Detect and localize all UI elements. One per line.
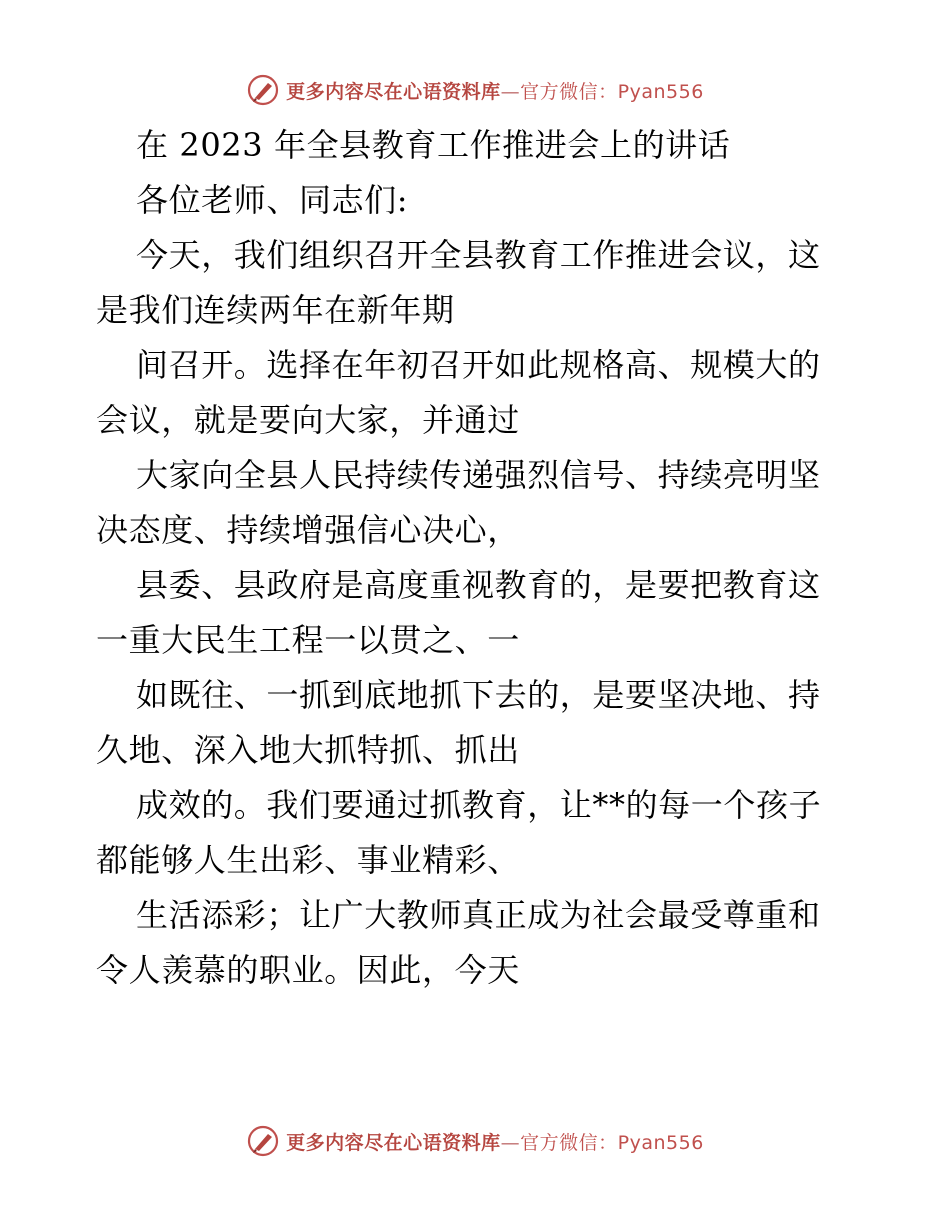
banner-wechat: 官方微信：Pyan556 — [520, 80, 704, 103]
banner-dash: — — [500, 80, 521, 103]
document-title: 在 2023 年全县教育工作推进会上的讲话 — [136, 126, 731, 164]
banner-dash: — — [500, 1131, 521, 1154]
banner-text — [286, 1128, 704, 1155]
text-line: 久地、深入地大抓特抓、抓出 — [96, 731, 520, 769]
text-line: 令人羡慕的职业。因此，今天 — [96, 951, 520, 989]
text-line: 都能够人生出彩、事业精彩、 — [96, 841, 520, 879]
banner-wechat: 官方微信：Pyan556 — [520, 1131, 704, 1154]
salutation: 各位老师、同志们: — [136, 181, 409, 219]
text-line: 会议，就是要向大家，并通过 — [96, 401, 520, 439]
banner-site-name: 更多内容尽在心语资料库 — [286, 1131, 501, 1154]
text-line: 间召开。选择在年初召开如此规格高、规模大的 — [136, 346, 821, 384]
banner-site-name: 更多内容尽在心语资料库 — [286, 80, 501, 103]
header-banner — [0, 70, 950, 110]
pen-logo-icon — [246, 73, 280, 107]
text-line: 是我们连续两年在新年期 — [96, 291, 455, 329]
text-line: 县委、县政府是高度重视教育的，是要把教育这 — [136, 566, 821, 604]
text-line: 大家向全县人民持续传递强烈信号、持续亮明坚 — [136, 456, 821, 494]
document-body — [96, 118, 866, 998]
text-line: 一重大民生工程一以贯之、一 — [96, 621, 520, 659]
pen-logo-icon — [246, 1124, 280, 1158]
footer-banner — [0, 1121, 950, 1161]
text-line: 如既往、一抓到底地抓下去的，是要坚决地、持 — [136, 676, 821, 714]
banner-text — [286, 77, 704, 104]
text-line: 决态度、持续增强信心决心， — [96, 511, 520, 549]
text-line: 成效的。我们要通过抓教育，让**的每一个孩子 — [136, 786, 822, 824]
text-line: 今天，我们组织召开全县教育工作推进会议，这 — [136, 236, 821, 274]
text-line: 生活添彩；让广大教师真正成为社会最受尊重和 — [136, 896, 821, 934]
